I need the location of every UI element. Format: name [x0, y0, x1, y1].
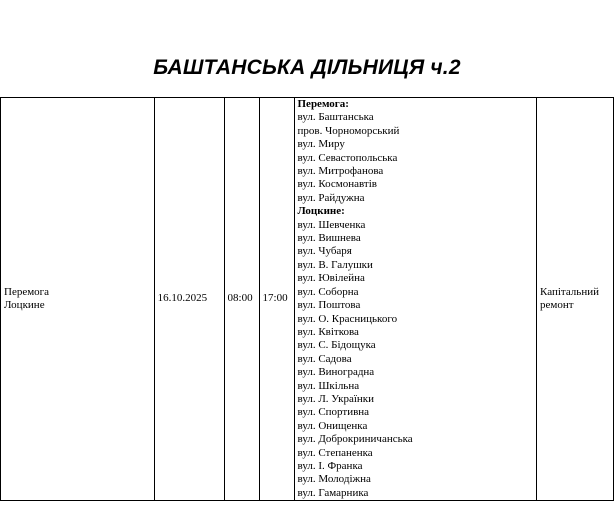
street-item: вул. Шевченка	[297, 218, 366, 231]
street-item: вул. Райдужна	[297, 191, 365, 204]
group-heading: Лоцкине:	[297, 205, 345, 218]
work-type-text: ремонт	[540, 299, 574, 312]
time-to-cell: 17:00	[259, 98, 294, 501]
street-item: вул. Л. Українки	[297, 392, 375, 405]
page-title: БАШТАНСЬКА ДІЛЬНИЦЯ ч.2	[153, 56, 461, 79]
street-item: вул. Космонавтів	[297, 178, 377, 191]
street-item: вул. Гамарника	[297, 486, 369, 499]
group-heading: Перемога:	[297, 98, 349, 110]
street-item: вул. Виноградна	[297, 366, 375, 379]
area-name: Лоцкине	[4, 299, 45, 312]
street-item: вул. Поштова	[297, 299, 361, 312]
street-item: вул. Онищенка	[297, 419, 368, 432]
street-item: пров. Чорноморський	[297, 124, 400, 137]
street-item: вул. Доброкриничанська	[297, 433, 413, 446]
work-type-text: Капітальний	[540, 285, 599, 298]
street-item: вул. Вишнева	[297, 232, 361, 245]
street-item: вул. Степаненка	[297, 446, 373, 459]
street-item: вул. Миру	[297, 138, 345, 151]
street-item: вул. Севастопольська	[297, 151, 398, 164]
street-item: вул. Баштанська	[297, 111, 374, 124]
street-item: вул. Садова	[297, 352, 352, 365]
area-cell	[1, 98, 155, 501]
street-item: вул. Квіткова	[297, 325, 359, 338]
street-item: вул. В. Галушки	[297, 258, 373, 271]
street-item: вул. Митрофанова	[297, 165, 384, 178]
street-item: вул. С. Бідощука	[297, 339, 376, 352]
street-item: вул. Спортивна	[297, 406, 370, 419]
time-from-cell: 08:00	[224, 98, 259, 501]
work-type-cell	[537, 98, 614, 501]
street-item: вул. Соборна	[297, 285, 359, 298]
street-item: вул. О. Красницького	[297, 312, 398, 325]
date-cell: 16.10.2025	[154, 98, 224, 501]
street-item: вул. Чубаря	[297, 245, 352, 258]
street-item: вул. І. Франка	[297, 459, 363, 472]
street-item: вул. Ювілейна	[297, 272, 365, 285]
table-row	[1, 98, 614, 501]
schedule-table	[0, 97, 614, 501]
streets-cell	[294, 98, 537, 501]
street-item: вул. Молодіжна	[297, 473, 371, 486]
street-item: вул. Шкільна	[297, 379, 360, 392]
area-name: Перемога	[4, 285, 50, 298]
